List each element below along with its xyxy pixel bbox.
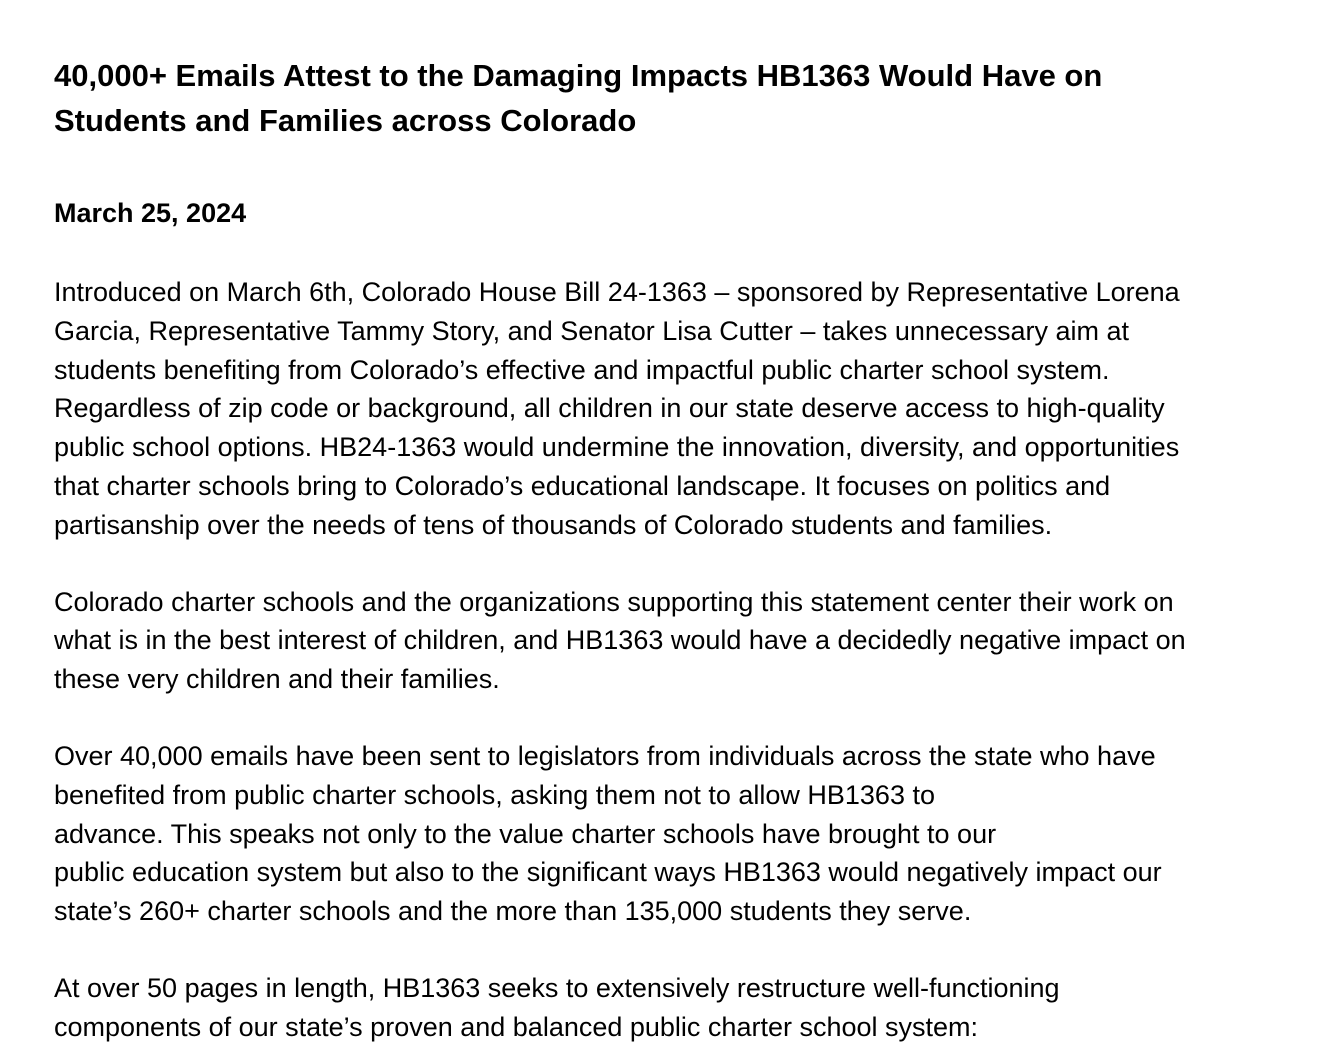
text-line: state’s 260+ charter schools and the more than 135,000 students they serve. <box>54 896 972 927</box>
text-line: Garcia, Representative Tammy Story, and Senator Lisa Cutter – takes unnecessary aim at <box>54 315 1130 346</box>
document-title <box>54 53 1304 143</box>
paragraph-emails <box>54 737 1304 931</box>
text-line: public education system but also to the significant ways HB1363 would negatively impact our <box>54 857 1162 888</box>
publication-date: March 25, 2024 <box>54 198 247 228</box>
text-line: Regardless of zip code or background, all children in our state deserve access to high-quality <box>54 393 1165 424</box>
paragraph-introduction <box>54 273 1304 545</box>
document-page <box>54 53 1304 1047</box>
text-line: advance. This speaks not only to the value charter schools have brought to our <box>54 818 997 849</box>
text-line: that charter schools bring to Colorado’s educational landscape. It focuses on politics and <box>54 470 1111 501</box>
text-line: benefited from public charter schools, asking them not to allow HB1363 to <box>54 779 935 810</box>
text-line: what is in the best interest of children, and HB1363 would have a decidedly negative impact on <box>54 625 1186 656</box>
text-line: components of our state’s proven and balanced public charter school system: <box>54 1011 979 1042</box>
text-line: Over 40,000 emails have been sent to legislators from individuals across the state who have <box>54 740 1156 771</box>
text-line: At over 50 pages in length, HB1363 seeks to extensively restructure well-functioning <box>54 972 1060 1003</box>
text-line: Introduced on March 6th, Colorado House Bill 24-1363 – sponsored by Representative Lorena <box>54 277 1180 307</box>
paragraph-restructure <box>54 969 1304 1047</box>
title-line: Students and Families across Colorado <box>54 103 637 138</box>
text-line: public school options. HB24-1363 would undermine the innovation, diversity, and opportunities <box>54 432 1180 463</box>
text-line: students benefiting from Colorado’s effective and impactful public charter school system. <box>54 354 1110 385</box>
paragraph-charter-schools <box>54 583 1304 699</box>
title-line: 40,000+ Emails Attest to the Damaging Impacts HB1363 Would Have on <box>54 58 1103 93</box>
text-line: Colorado charter schools and the organizations supporting this statement center their work on <box>54 586 1174 617</box>
text-line: these very children and their families. <box>54 664 500 695</box>
text-line: partisanship over the needs of tens of thousands of Colorado students and families. <box>54 509 1053 540</box>
